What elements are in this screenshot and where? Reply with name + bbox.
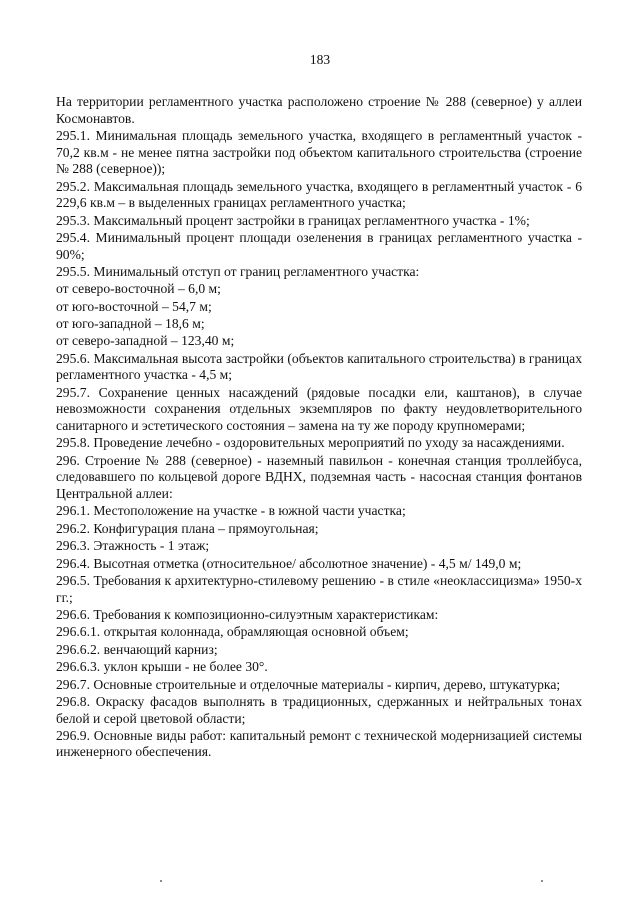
paragraph-296-6-3: 296.6.3. уклон крыши - не более 30°. [56, 659, 268, 675]
paragraph-295-6: 295.6. Максимальная высота застройки (объектов капитального строительства) в границах регламентного участка - 4,5 м; [56, 350, 582, 383]
paragraph-295-2: 295.2. Максимальная площадь земельного участка, входящего в регламентный участок - 6 229,6 кв.м – в выделенных границах регламентного участка; [56, 178, 582, 211]
scan-speck [541, 880, 543, 882]
paragraph-295-5: 295.5. Минимальный отступ от границ регламентного участка: [56, 263, 420, 279]
paragraph-296-8: 296.8. Окраску фасадов выполнять в традиционных, сдержанных и нейтральных тонах белой и серой цветовой области; [56, 693, 582, 726]
paragraph-296-7: 296.7. Основные строительные и отделочные материалы - кирпич, дерево, штукатурка; [56, 676, 561, 692]
paragraph-296: 296. Строение № 288 (северное) - наземный павильон - конечная станция троллейбуса, следовавшего по кольцевой дороге ВДНХ, подземная часть - насосная станция фонтанов Центральной аллеи: [56, 452, 582, 502]
paragraph-295-8: 295.8. Проведение лечебно - оздоровительных мероприятий по уходу за насаждениями. [56, 435, 565, 451]
paragraph-295-4: 295.4. Минимальный процент площади озеленения в границах регламентного участка - 90%; [56, 229, 582, 262]
paragraph-296-2: 296.2. Конфигурация плана – прямоугольная; [56, 520, 319, 536]
setback-northeast: от северо-восточной – 6,0 м; [56, 281, 221, 297]
setback-southeast: от юго-восточной – 54,7 м; [56, 298, 212, 314]
paragraph-296-3: 296.3. Этажность - 1 этаж; [56, 538, 210, 554]
paragraph-295-7: 295.7. Сохранение ценных насаждений (рядовые посадки ели, каштанов), в случае невозможности сохранения отдельных экземпляров по факту неудовлетворительного санитарного и эстетического состояния – замена на ту же породу крупномерами; [56, 384, 582, 434]
page-number: 183 [309, 52, 331, 67]
paragraph-296-6: 296.6. Требования к композиционно-силуэтным характеристикам: [56, 606, 439, 622]
setback-northwest: от северо-западной – 123,40 м; [56, 333, 235, 349]
paragraph-296-6-2: 296.6.2. венчающий карниз; [56, 641, 218, 657]
setback-southwest: от юго-западной – 18,6 м; [56, 316, 205, 332]
paragraph-296-1: 296.1. Местоположение на участке - в южной части участка; [56, 503, 406, 519]
paragraph-intro: На территории регламентного участка расположено строение № 288 (северное) у аллеи Космонавтов. [56, 94, 582, 126]
paragraph-296-6-1: 296.6.1. открытая колоннада, обрамляющая основной объем; [56, 624, 409, 640]
paragraph-295-1: 295.1. Минимальная площадь земельного участка, входящего в регламентный участок - 70,2 кв.м - не менее пятна застройки под объектом капитального строительства (строение № 288 (северное)); [56, 127, 582, 177]
paragraph-296-9: 296.9. Основные виды работ: капитальный ремонт с технической модернизацией системы инженерного обеспечения. [56, 727, 582, 760]
paragraph-296-4: 296.4. Высотная отметка (относительное/ абсолютное значение) - 4,5 м/ 149,0 м; [56, 555, 522, 571]
paragraph-296-5: 296.5. Требования к архитектурно-стилевому решению - в стиле «неоклассицизма» 1950-х гг.; [56, 572, 582, 605]
document-body [56, 94, 582, 762]
scan-speck [160, 880, 162, 882]
paragraph-295-3: 295.3. Максимальный процент застройки в границах регламентного участка - 1%; [56, 212, 530, 228]
